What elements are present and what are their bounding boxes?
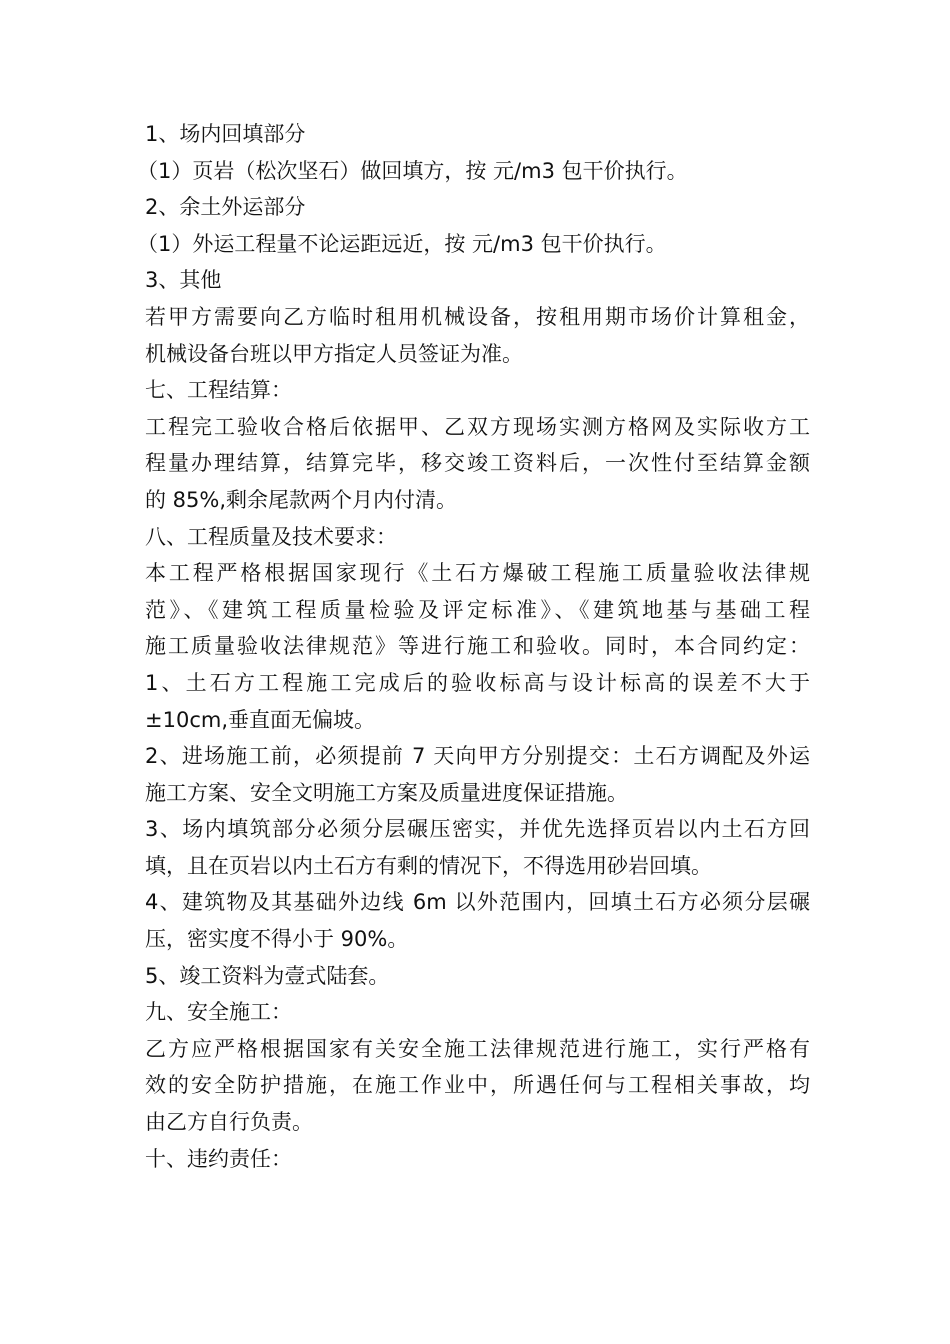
paragraph-line: 压，密实度不得小于 90%。 bbox=[145, 927, 409, 952]
section-heading-safety: 九、安全施工： bbox=[145, 1000, 292, 1025]
paragraph-line: 工程完工验收合格后依据甲、乙双方现场实测方格网及实际收方工 bbox=[145, 414, 810, 439]
section-heading-soil-transport: 2、余土外运部分 bbox=[145, 195, 306, 220]
quality-item-3: 3、场内填筑部分必须分层碾压密实，并优先选择页岩以内土石方回 bbox=[145, 817, 810, 842]
paragraph-line: 本工程严格根据国家现行《土石方爆破工程施工质量验收法律规 bbox=[145, 561, 810, 586]
paragraph-line: 效的安全防护措施，在施工作业中，所遇任何与工程相关事故，均 bbox=[145, 1073, 810, 1098]
quality-item-1: 1、土石方工程施工完成后的验收标高与设计标高的误差不大于 bbox=[145, 670, 810, 695]
paragraph-line: 程量办理结算，结算完毕，移交竣工资料后，一次性付至结算金额 bbox=[145, 451, 810, 476]
paragraph-line: 若甲方需要向乙方临时租用机械设备，按租用期市场价计算租金， bbox=[145, 304, 810, 329]
section-heading-breach: 十、违约责任： bbox=[145, 1146, 292, 1171]
backfill-shale-clause: （1）页岩（松次坚石）做回填方，按 元/m3 包干价执行。 bbox=[137, 158, 688, 183]
section-heading-backfill: 1、场内回填部分 bbox=[145, 122, 306, 146]
paragraph-line: 施工质量验收法律规范》等进行施工和验收。同时，本合同约定： bbox=[145, 634, 810, 659]
paragraph-line: 的 85%,剩余尾款两个月内付清。 bbox=[145, 487, 458, 512]
paragraph-line: ±10cm,垂直面无偏坡。 bbox=[145, 707, 375, 732]
paragraph-line: 范》、《建筑工程质量检验及评定标准》、《建筑地基与基础工程 bbox=[145, 597, 810, 622]
quality-item-5: 5、竣工资料为壹式陆套。 bbox=[145, 963, 390, 988]
paragraph-line: 填，且在页岩以内土石方有剩的情况下，不得选用砂岩回填。 bbox=[145, 853, 712, 878]
paragraph-line: 机械设备台班以甲方指定人员签证为准。 bbox=[145, 341, 523, 366]
section-heading-other: 3、其他 bbox=[145, 268, 222, 293]
quality-item-4: 4、建筑物及其基础外边线 6m 以外范围内，回填土石方必须分层碾 bbox=[145, 890, 810, 915]
paragraph-line: 乙方应严格根据国家有关安全施工法律规范进行施工，实行严格有 bbox=[145, 1036, 810, 1061]
soil-transport-clause: （1）外运工程量不论运距远近，按 元/m3 包干价执行。 bbox=[137, 231, 667, 256]
document-body bbox=[137, 116, 810, 1177]
quality-item-2: 2、进场施工前，必须提前 7 天向甲方分别提交：土石方调配及外运 bbox=[145, 744, 810, 769]
paragraph-line: 施工方案、安全文明施工方案及质量进度保证措施。 bbox=[145, 780, 628, 805]
section-heading-settlement: 七、工程结算： bbox=[145, 378, 292, 403]
section-heading-quality: 八、工程质量及技术要求： bbox=[145, 524, 397, 549]
paragraph-line: 由乙方自行负责。 bbox=[145, 1110, 313, 1135]
